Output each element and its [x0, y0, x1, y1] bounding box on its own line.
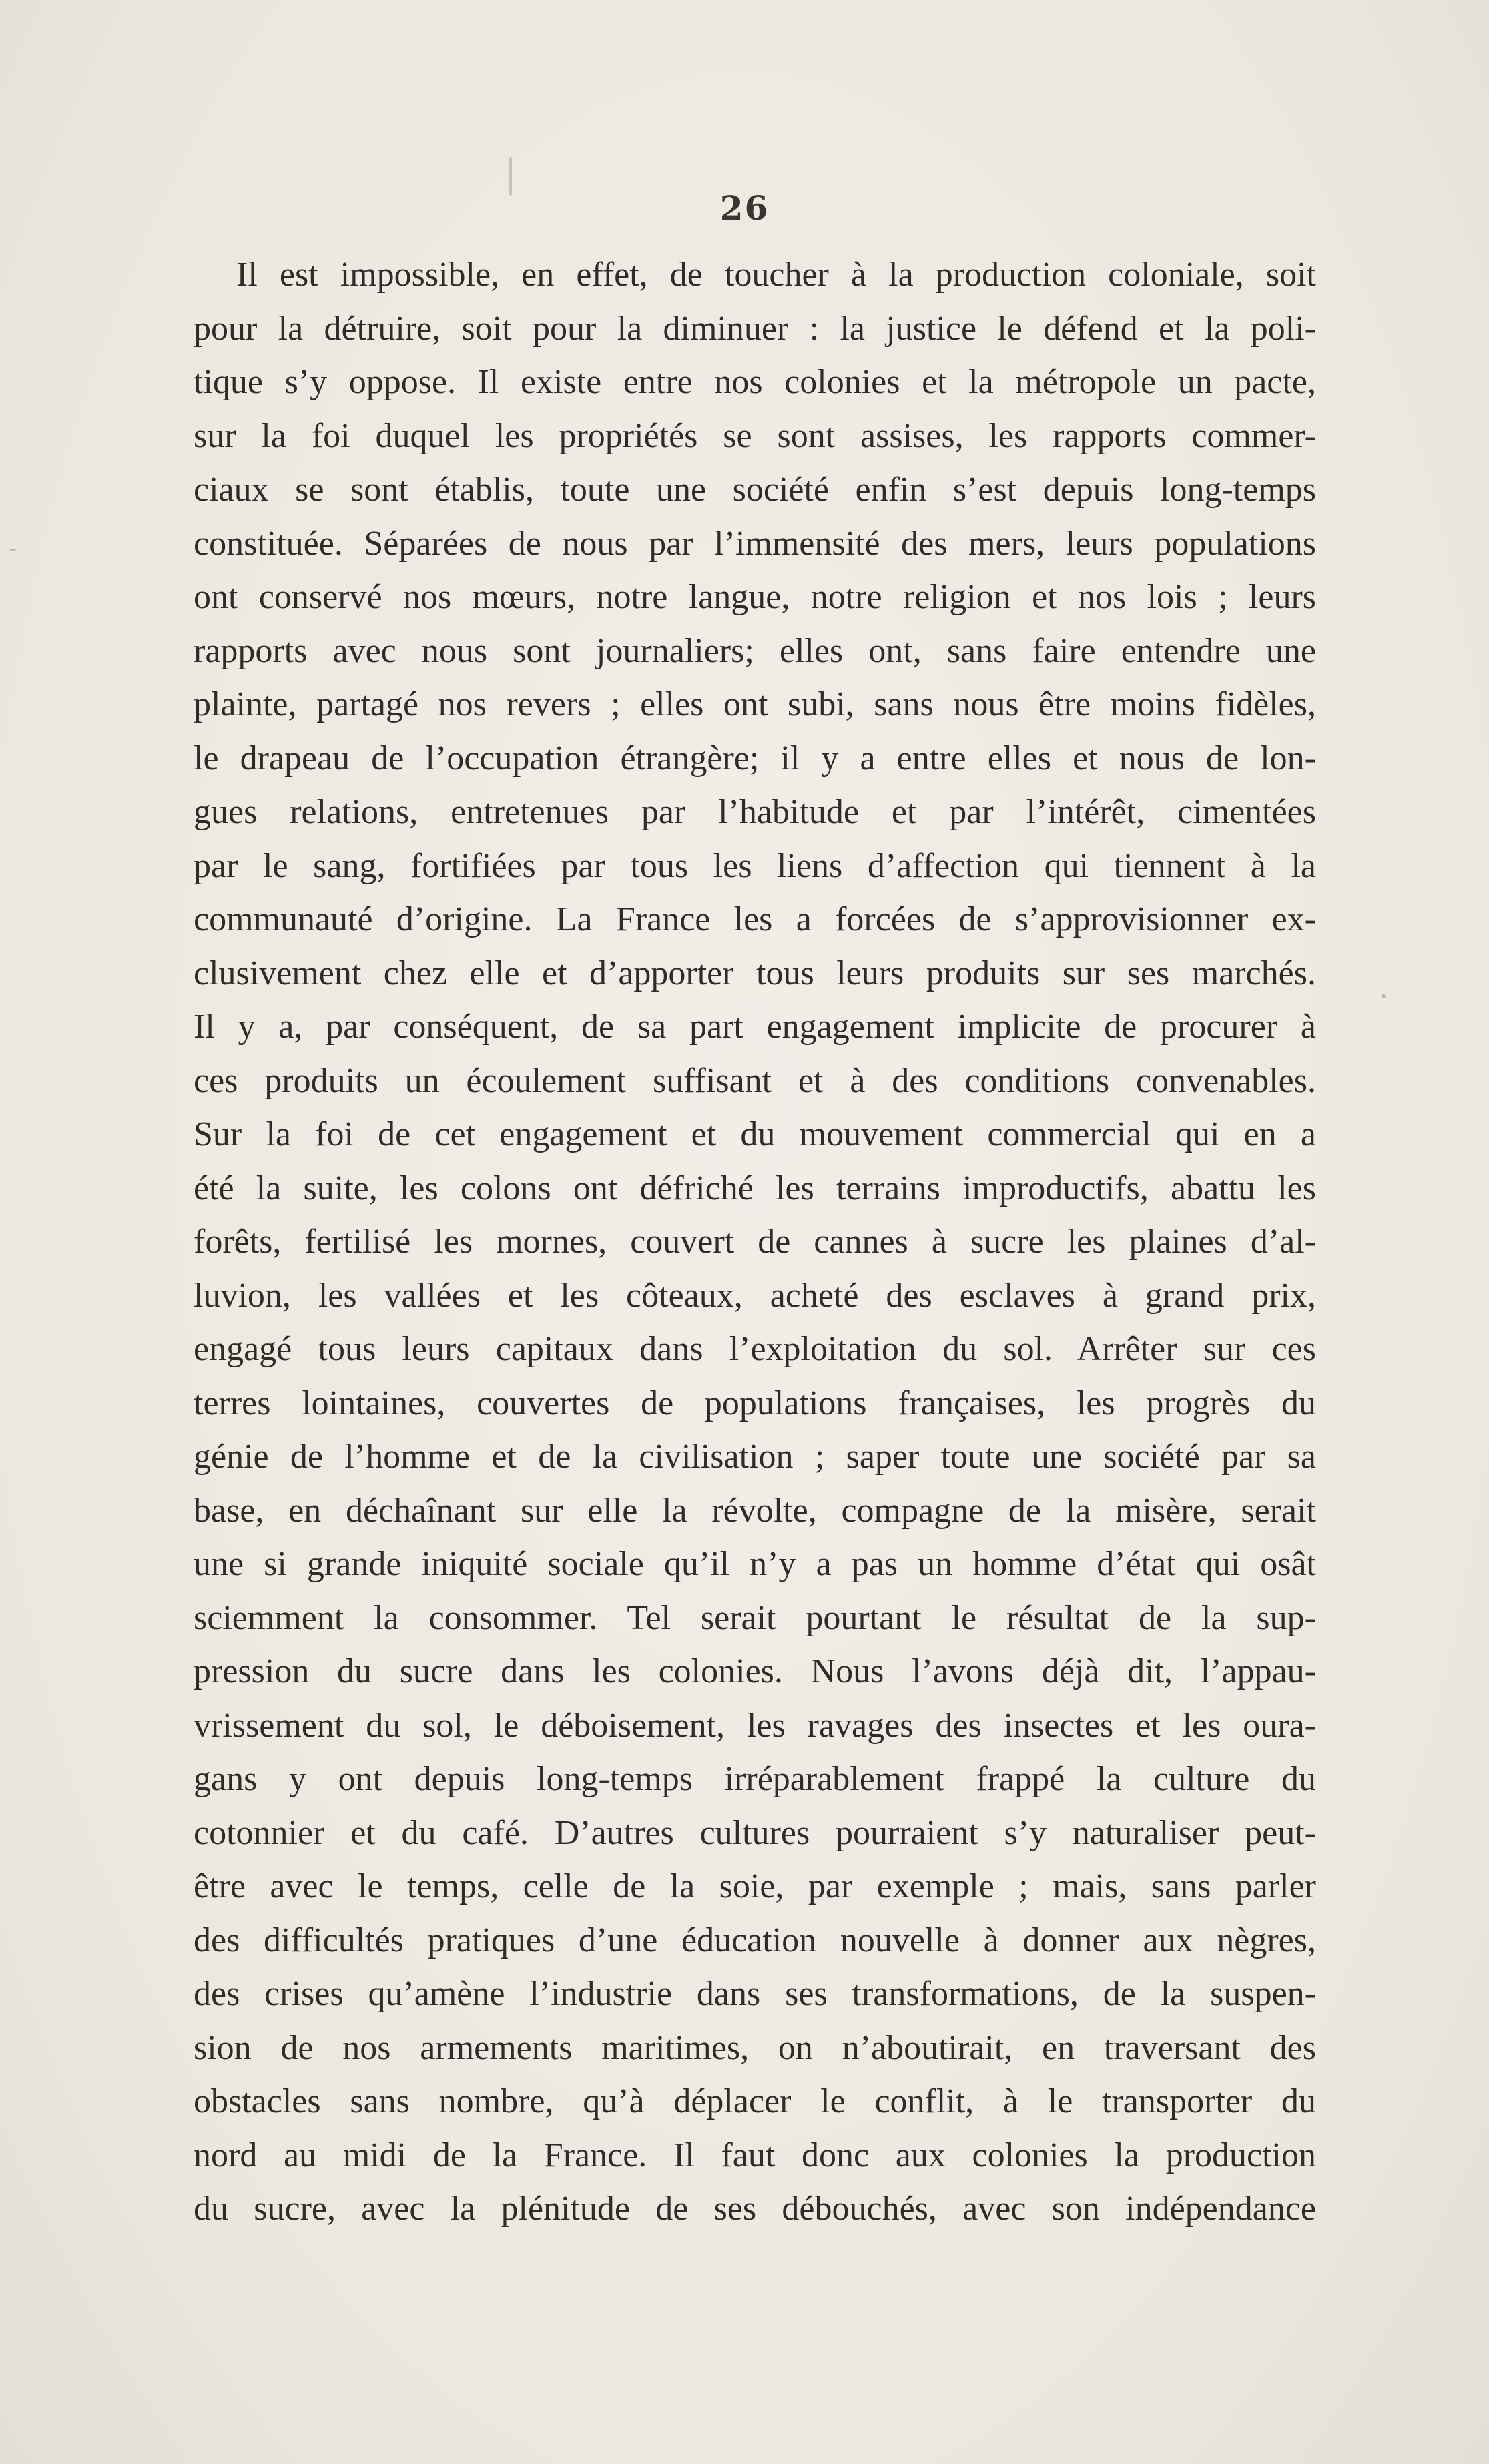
text-line: sciemment la consommer. Tel serait pourtant le résultat de la sup- — [194, 1598, 1316, 1637]
paper-speck — [9, 549, 16, 551]
text-line: le drapeau de l’occupation étrangère; il y a entre elles et nous de lon- — [194, 739, 1316, 778]
text-line: gans y ont depuis long-temps irréparablement frappé la culture du — [194, 1760, 1316, 1798]
text-line: Sur la foi de cet engagement et du mouvement commercial qui en a — [194, 1115, 1316, 1153]
text-line: tique s’y oppose. Il existe entre nos colonies et la métropole un pacte, — [194, 363, 1316, 401]
text-line: ciaux se sont établis, toute une société enfin s’est depuis long-temps — [194, 471, 1316, 509]
text-line: du sucre, avec la plénitude de ses débouchés, avec son indépendance — [194, 2190, 1316, 2228]
text-line: Il est impossible, en effet, de toucher à la production coloniale, soit — [236, 256, 1316, 294]
text-line: ces produits un écoulement suffisant et à des conditions convenables. — [194, 1061, 1316, 1100]
text-line: terres lointaines, couvertes de populations françaises, les progrès du — [194, 1383, 1316, 1422]
text-line: gues relations, entretenues par l’habitude et par l’intérêt, cimentées — [194, 793, 1316, 831]
text-line: cotonnier et du café. D’autres cultures pourraient s’y naturaliser peut- — [194, 1813, 1316, 1852]
text-line: Il y a, par conséquent, de sa part engagement implicite de procurer à — [194, 1008, 1316, 1046]
text-line: nord au midi de la France. Il faut donc aux colonies la production — [194, 2136, 1316, 2174]
body-text — [194, 248, 1316, 2236]
text-line: communauté d’origine. La France les a forcées de s’approvisionner ex- — [194, 900, 1316, 938]
text-line: des difficultés pratiques d’une éducation nouvelle à donner aux nègres, — [194, 1921, 1316, 1959]
text-line: ont conservé nos mœurs, notre langue, notre religion et nos lois ; leurs — [194, 578, 1316, 616]
text-line: luvion, les vallées et les côteaux, acheté des esclaves à grand prix, — [194, 1276, 1316, 1315]
text-line: été la suite, les colons ont défriché les terrains improductifs, abattu les — [194, 1169, 1316, 1207]
text-line: génie de l’homme et de la civilisation ; saper toute une société par sa — [194, 1438, 1316, 1476]
paper-speck — [1382, 994, 1386, 998]
text-line: être avec le temps, celle de la soie, par exemple ; mais, sans parler — [194, 1867, 1316, 1905]
text-line: sur la foi duquel les propriétés se sont assises, les rapports commer- — [194, 416, 1316, 455]
text-line: obstacles sans nombre, qu’à déplacer le conflit, à le transporter du — [194, 2082, 1316, 2120]
text-line: par le sang, fortifiées par tous les liens d’affection qui tiennent à la — [194, 846, 1316, 885]
text-line: une si grande iniquité sociale qu’il n’y a pas un homme d’état qui osât — [194, 1545, 1316, 1583]
text-line: sion de nos armements maritimes, on n’aboutirait, en traversant des — [194, 2028, 1316, 2067]
text-line: des crises qu’amène l’industrie dans ses transformations, de la suspen- — [194, 1975, 1316, 2013]
text-line: rapports avec nous sont journaliers; elles ont, sans faire entendre une — [194, 631, 1316, 670]
text-line: engagé tous leurs capitaux dans l’exploitation du sol. Arrêter sur ces — [194, 1330, 1316, 1368]
text-line: pression du sucre dans les colonies. Nous l’avons déjà dit, l’appau- — [194, 1652, 1316, 1690]
text-line: clusivement chez elle et d’apporter tous leurs produits sur ses marchés. — [194, 954, 1316, 992]
page-number: 26 — [719, 188, 770, 228]
text-line: vrissement du sol, le déboisement, les ravages des insectes et les oura- — [194, 1706, 1316, 1745]
text-line: base, en déchaînant sur elle la révolte, compagne de la misère, serait — [194, 1491, 1316, 1530]
text-line: constituée. Séparées de nous par l’immensité des mers, leurs populations — [194, 524, 1316, 563]
text-line: pour la détruire, soit pour la diminuer : la justice le défend et la poli- — [194, 309, 1316, 348]
text-line: forêts, fertilisé les mornes, couvert de cannes à sucre les plaines d’al- — [194, 1223, 1316, 1261]
text-line: plainte, partagé nos revers ; elles ont subi, sans nous être moins fidèles, — [194, 685, 1316, 723]
